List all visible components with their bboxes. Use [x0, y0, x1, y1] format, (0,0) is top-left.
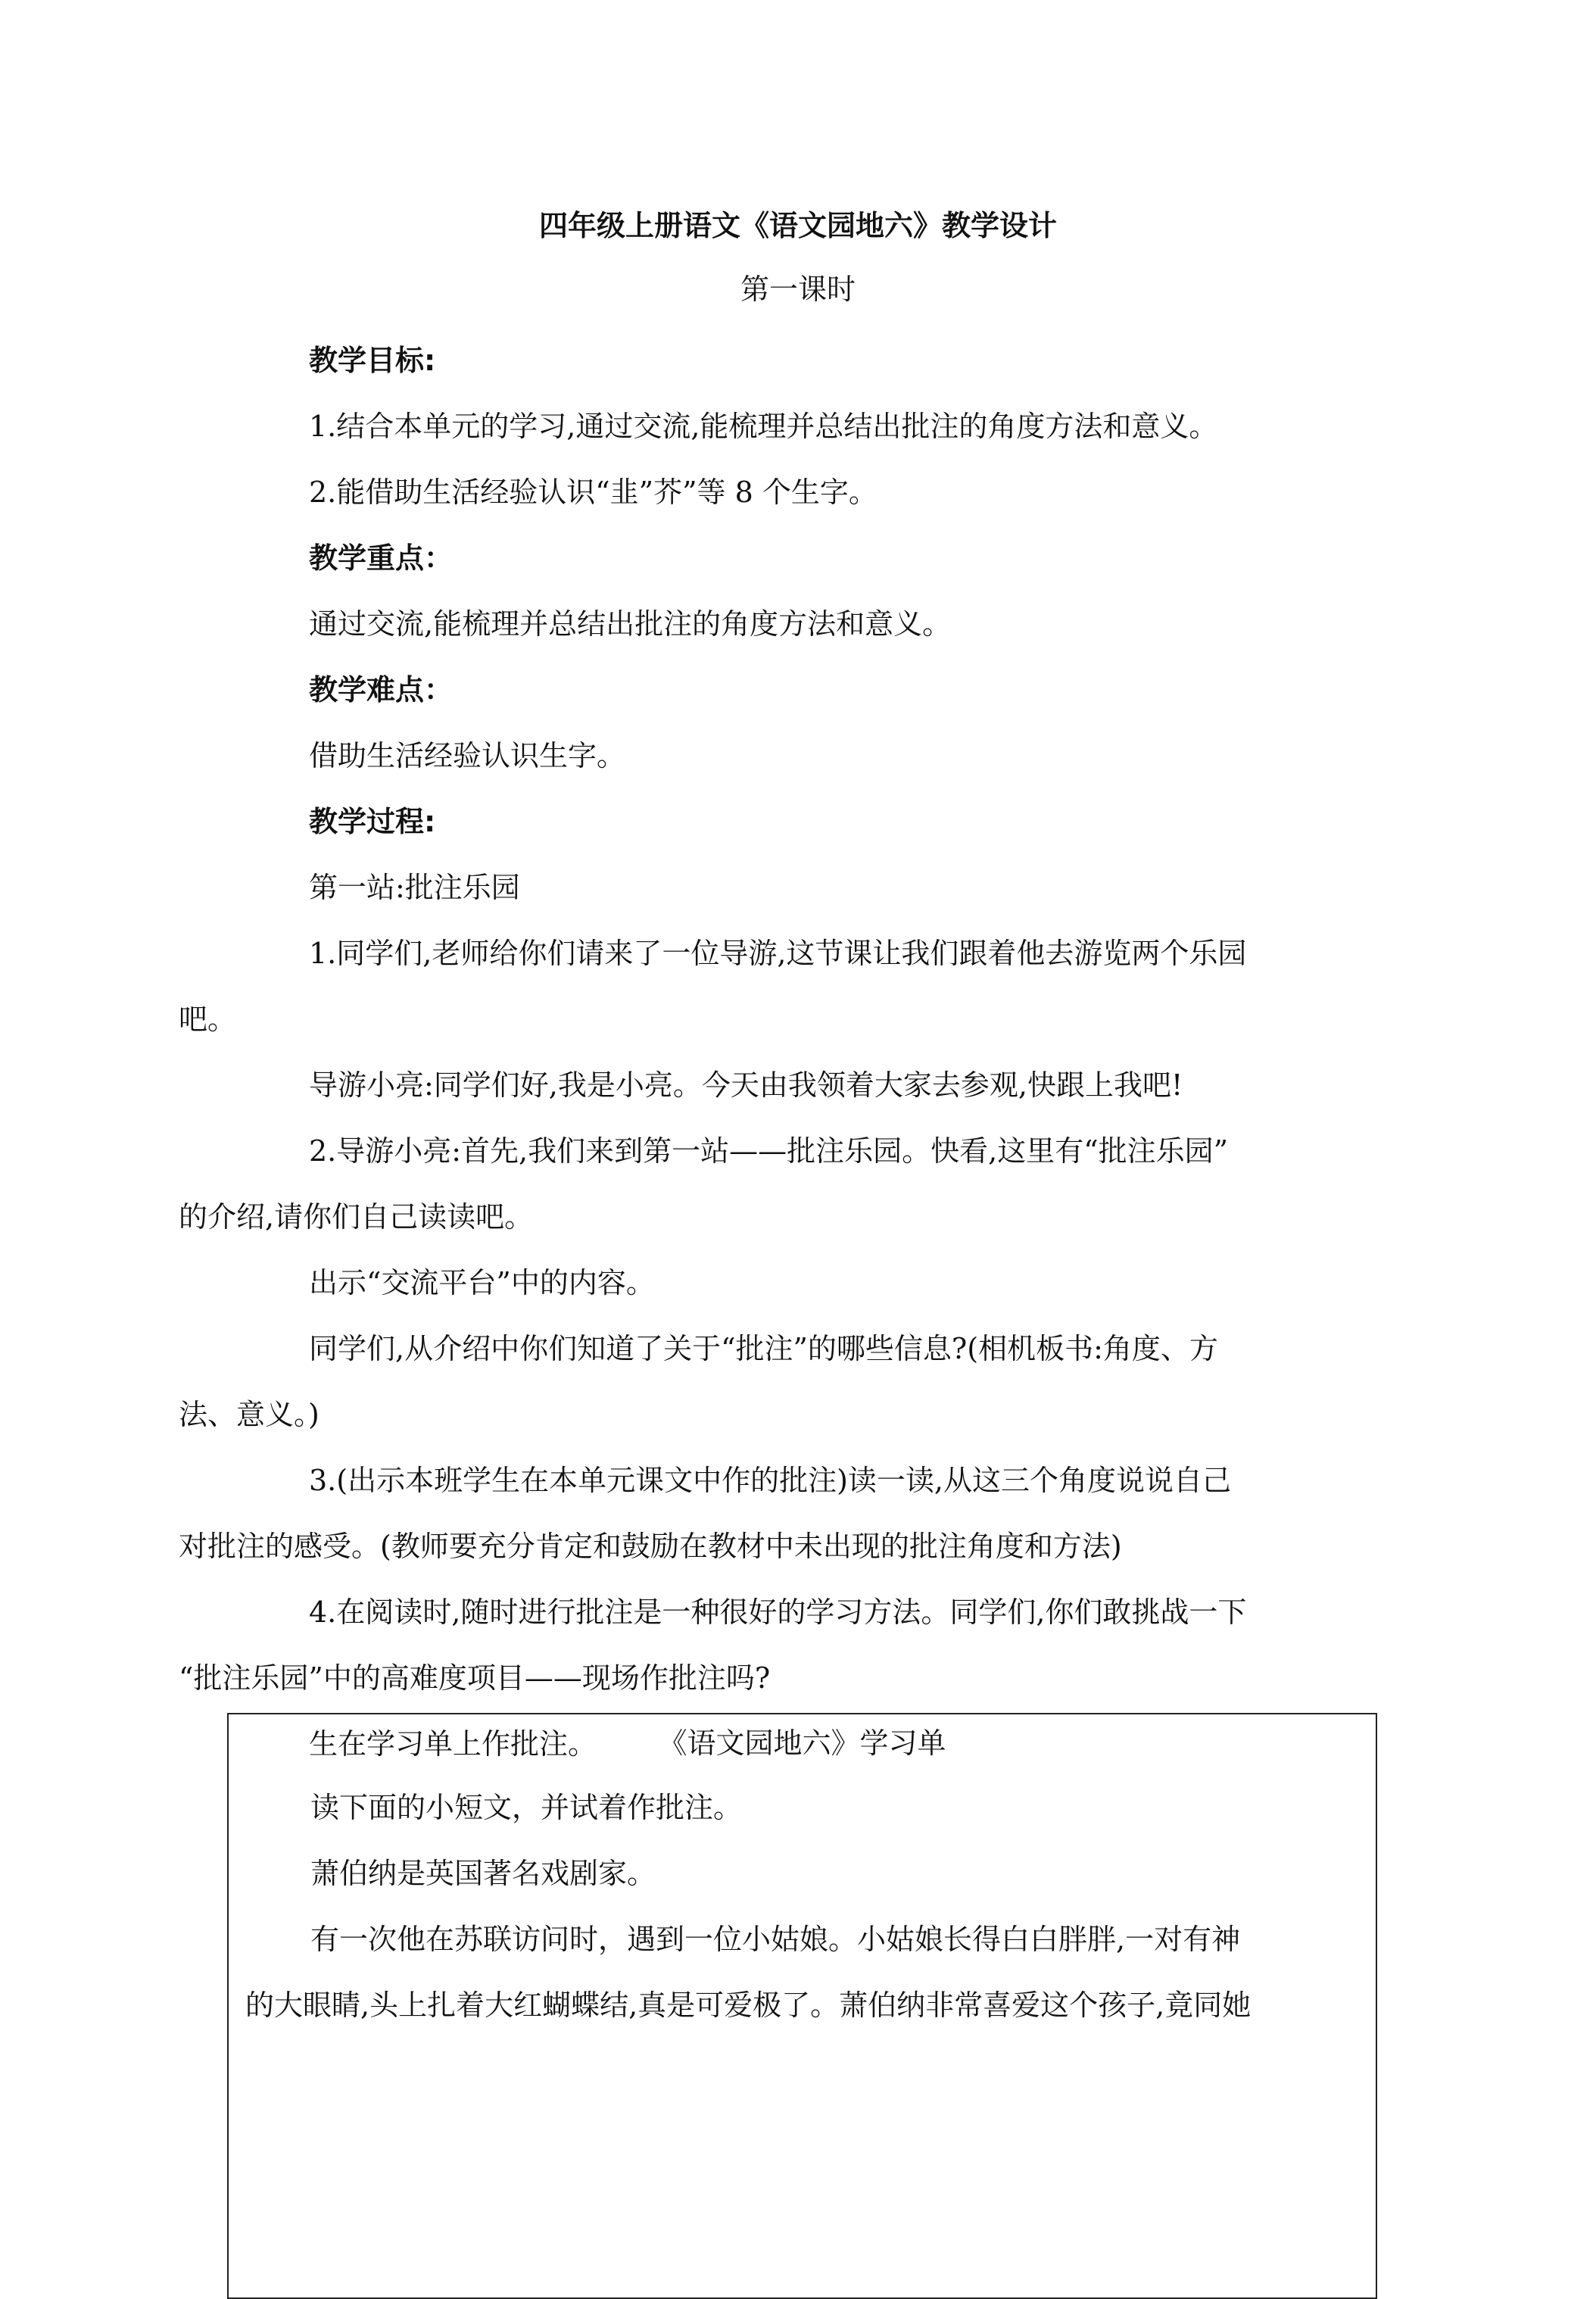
section-heading: 教学过程:	[309, 805, 436, 838]
worksheet-line: 有一次他在苏联访问时，遇到一位小姑娘。小姑娘长得白白胖胖,一对有神	[310, 1923, 1241, 1956]
body-line: 法、意义。)	[179, 1398, 320, 1431]
body-line: 1.结合本单元的学习,通过交流,能梳理并总结出批注的角度方法和意义。	[309, 410, 1218, 443]
body-line: 4.在阅读时,随时进行批注是一种很好的学习方法。同学们,你们敢挑战一下	[309, 1596, 1247, 1629]
document-subtitle: 第一课时	[740, 273, 856, 306]
worksheet-line: 的大眼睛,头上扎着大红蝴蝶结,真是可爱极了。萧伯纳非常喜爱这个孩子,竟同她	[245, 1989, 1252, 2022]
worksheet-title: 《语文园地六》学习单	[658, 1727, 946, 1760]
body-line: 吧。	[179, 1003, 237, 1036]
body-line: 同学们,从介绍中你们知道了关于“批注”的哪些信息?(相机板书:角度、方	[309, 1332, 1218, 1365]
body-line: 2.能借助生活经验认识“韭”芥”等 8 个生字。	[309, 476, 877, 509]
document-body	[179, 328, 1364, 1777]
body-line: 第一站:批注乐园	[309, 871, 520, 904]
body-line: 通过交流,能梳理并总结出批注的角度方法和意义。	[309, 607, 952, 641]
body-line: 3.(出示本班学生在本单元课文中作的批注)读一读,从这三个角度说说自己	[309, 1464, 1231, 1497]
body-line: 借助生活经验认识生字。	[309, 739, 626, 772]
body-line: 2.导游小亮:首先,我们来到第一站——批注乐园。快看,这里有“批注乐园”	[309, 1134, 1229, 1168]
section-heading: 教学重点：	[309, 541, 454, 575]
worksheet-body	[229, 1775, 1376, 2039]
body-line: 1.同学们,老师给你们请来了一位导游,这节课让我们跟着他去游览两个乐园	[309, 937, 1247, 970]
worksheet-line: 读下面的小短文，并试着作批注。	[310, 1791, 743, 1824]
body-line: 对批注的感受。(教师要充分肯定和鼓励在教材中未出现的批注角度和方法)	[179, 1530, 1122, 1563]
document-title: 四年级上册语文《语文园地六》教学设计	[538, 209, 1057, 242]
body-line: 出示“交流平台”中的内容。	[309, 1266, 655, 1299]
body-line: “批注乐园”中的高难度项目——现场作批注吗?	[179, 1661, 771, 1695]
body-line: 导游小亮:同学们好,我是小亮。今天由我领着大家去参观,快跟上我吧!	[309, 1068, 1183, 1102]
worksheet-line: 萧伯纳是英国著名戏剧家。	[310, 1857, 656, 1890]
body-line: 的介绍,请你们自己读读吧。	[179, 1200, 534, 1234]
worksheet-box	[227, 1713, 1377, 2299]
body-line: 生在学习单上作批注。	[309, 1727, 597, 1761]
section-heading: 教学难点：	[309, 673, 454, 707]
section-heading: 教学目标:	[309, 344, 436, 377]
